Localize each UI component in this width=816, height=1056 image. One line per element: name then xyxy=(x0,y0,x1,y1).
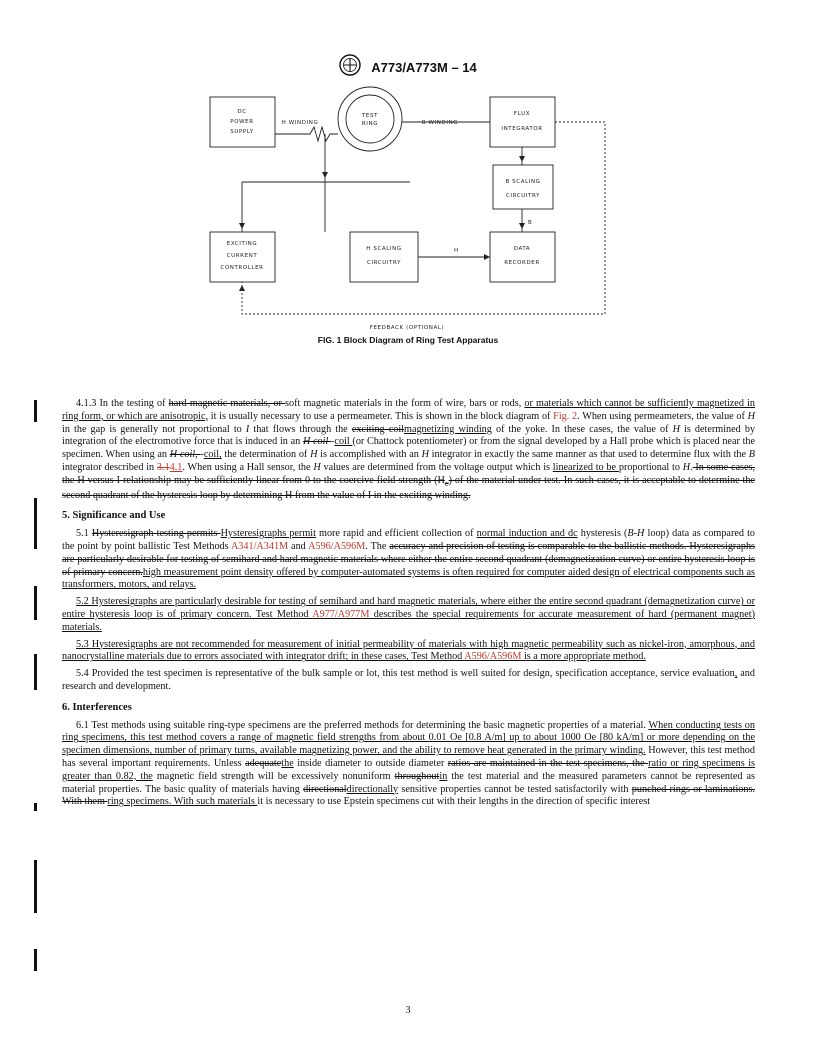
astm-logo-icon xyxy=(339,54,361,81)
document-body xyxy=(62,398,755,813)
change-bar xyxy=(34,586,37,620)
test-label: TEST xyxy=(361,113,379,119)
b-signal-label: B xyxy=(528,220,533,226)
section-4-1-link[interactable]: 4.1 xyxy=(169,461,183,473)
exciting-label: EXCITING xyxy=(226,241,258,247)
change-bar xyxy=(34,949,37,971)
flux-label: FLUX xyxy=(513,111,531,117)
paragraph-6-1: 6.1 Test methods using suitable ring-type specimens are the preferred methods for determining the basic magnetic properties of a material. When conducting tests on ring specimens, this test method covers a range of magnetic field strengths from about 0.01 Oe [0.8 A/m] up to about 1000 Oe [80 kA/m] or more depending on the specimen dimensions, number of primary turns, available magnetizing power, and the ability to remove heat generated in the primary winding. However, this test method has several important requirements. Unless adequatethe inside diameter to outside diameter ratios are maintained in the test specimens, the ratio or ring specimens is greater than 0.82, the magnetic field strength will be excessively nonuniform throughoutin the test material and the measured parameters cannot be represented as material properties. The basic quality of materials having directionaldirectionally sensitive properties cannot be tested satisfactorily with punched rings or laminations. With them ring specimens. With such materials it is necessary to use Epstein specimens cut with their lengths in the direction of specific interest xyxy=(62,719,756,808)
paragraph-5-4: 5.4 Provided the test specimen is representative of the bulk sample or lot, this test method is well suited for design, specification acceptance, service evaluation, and research and development. xyxy=(62,668,755,692)
flux-integrator-box xyxy=(490,97,555,147)
paragraph-5-1: 5.1 Hysteresigraph testing permits Hysteresigraphs permit more rapid and efficient collection of normal induction and dc hysteresis (B-H loop) data as compared to the point by point ballistic Test Methods A341/A341M and A596/A596M. The accuracy and precision of testing is comparable to the ballistic methods. Hysteresigraphs are particularly desirable for testing of semihard and hard magnetic materials where either the entire second quadrant (demagnetization curve) or entire hysteresis loop is of primary concern.high measurement point density offered by computer-automated systems is often required for computer aided design of electrical components such as transformers, motors, and relays. xyxy=(62,528,756,591)
ring-test-block-diagram xyxy=(200,82,620,344)
h-scaling-box xyxy=(350,232,418,282)
h-circuitry-label: CIRCUITRY xyxy=(366,260,402,266)
b-scaling-label: B SCALING xyxy=(505,179,541,185)
h-winding-label: H WINDING xyxy=(281,120,319,126)
paragraph-5-2: 5.2 Hysteresigraphs are particularly desirable for testing of semihard and hard magnetic materials, where either the entire second quadrant (demagnetization curve) or entire hysteresis loop is of primary concern. Test Method A977/A977M describes the special requirements for accurate measurement of hard (permanent magnet) materials. xyxy=(62,596,755,633)
standard-designation: A773/A773M – 14 xyxy=(371,60,477,75)
section-5-heading: 5. Significance and Use xyxy=(62,510,166,522)
b-scaling-box xyxy=(493,165,553,209)
data-recorder-box xyxy=(490,232,555,282)
section-6-heading: 6. Interferences xyxy=(62,701,132,713)
change-bar xyxy=(34,654,37,690)
feedback-label: FEEDBACK (OPTIONAL) xyxy=(369,325,445,331)
change-bar xyxy=(34,803,37,811)
figure-caption: FIG. 1 Block Diagram of Ring Test Apparatus xyxy=(317,335,499,345)
power-label: POWER xyxy=(230,119,254,125)
change-bar xyxy=(34,400,37,422)
ring-label: RING xyxy=(361,121,379,127)
paragraph-5-3: 5.3 Hysteresigraphs are not recommended for measurement of initial permeability of materials with high magnetic permeability such as nickel-iron, amorphous, and nanocrystalline materials due to errors associated with integrator drift; in these cases, Test Method A596/A596M is a more appropriate method. xyxy=(62,638,755,663)
controller-label: CONTROLLER xyxy=(220,265,264,271)
h-scaling-label: H SCALING xyxy=(366,246,402,252)
dc-label: DC xyxy=(237,109,247,115)
h-signal-label: H xyxy=(454,248,459,254)
page-header xyxy=(0,54,816,81)
b-winding-label: B WINDING xyxy=(421,120,459,126)
page-number: 3 xyxy=(405,1005,411,1016)
a977-link[interactable]: A977/A977M xyxy=(312,608,370,620)
a341-link[interactable]: A341/A341M xyxy=(230,541,289,552)
supply-label: SUPPLY xyxy=(230,129,254,135)
test-ring-inner xyxy=(346,95,394,143)
fig2-link[interactable]: Fig. 2 xyxy=(553,410,578,422)
test-ring-outer xyxy=(338,87,402,151)
paragraph-4-1-3: 4.1.3 In the testing of hard magnetic materials, or soft magnetic materials in the form of wire, bars or rods, or materials which cannot be sufficiently magnetized in ring form, or which are anisotropic, it is usually necessary to use a permeameter. This is shown in the block diagram of Fig. 2. When using permeameters, the value of H in the gap is generally not proportional to I that flows through the exciting coilmagnetizing winding of the yoke. In these cases, the value of H is determined by integration of the electromotive force that is induced in an H coil -coil (or Chattock potentiometer) or from the signal developed by a Hall probe which is placed near the specimen. When using an H coil, -coil, the determination of H is accomplished with an H integrator in exactly the same manner as that used to determine flux with the B integrator described in 3.14.1. When using a Hall sensor, the H values are determined from the voltage output which is linearized to be proportional to H. In some cases, the H versus I relationship may be sufficiently linear from 0 to the coercive field strength $(H_c)$ of the material under test. In such cases, it is acceptable to determine the second quadrant of the hysteresis loop by determining H from the value of I in the exciting winding. xyxy=(62,398,756,501)
a596-link-2[interactable]: A596/A596M xyxy=(464,651,522,663)
integrator-label: INTEGRATOR xyxy=(501,126,543,132)
recorder-label: RECORDER xyxy=(504,260,540,266)
data-label: DATA xyxy=(513,246,531,252)
change-bar xyxy=(34,860,37,913)
a596-link[interactable]: A596/A596M xyxy=(308,541,366,552)
change-bar xyxy=(34,498,37,549)
b-circuitry-label: CIRCUITRY xyxy=(505,193,541,199)
current-label: CURRENT xyxy=(226,253,258,259)
